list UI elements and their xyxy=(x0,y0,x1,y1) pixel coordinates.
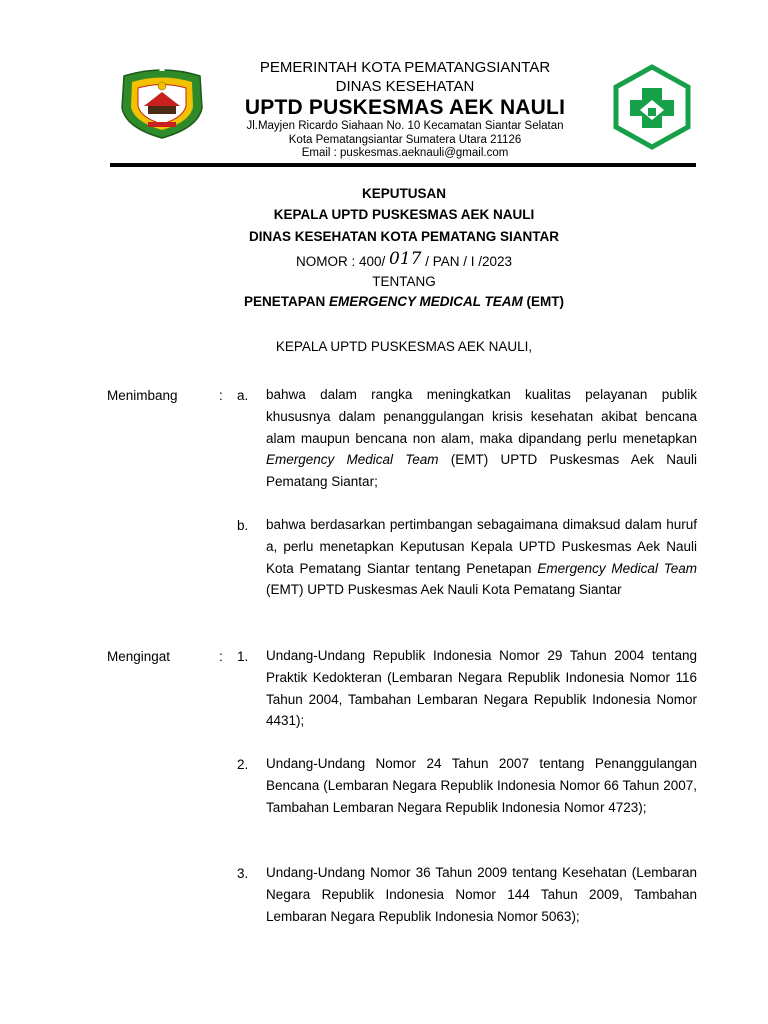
puskesmas-logo-icon xyxy=(612,64,692,150)
header-email: Email : puskesmas.aeknauli@gmail.com xyxy=(301,147,509,159)
menimbang-marker-b: b. xyxy=(237,518,249,533)
decree-number-prefix: NOMOR : 400/ xyxy=(295,254,390,269)
header-department: DINAS KESEHATAN xyxy=(335,78,475,95)
menimbang-colon: : xyxy=(219,388,223,403)
menimbang-marker-a: a. xyxy=(237,388,249,403)
mengingat-item-3: Undang-Undang Nomor 36 Tahun 2009 tentang Kesehatan (Lembaran Negara Republik Indonesia Nomor 144 Tahun 2009, Tambahan Lembaran Negara Republik Indonesia Nomor 5063); xyxy=(266,865,697,924)
menimbang-a-tail: (EMT) UPTD Puskesmas Aek Nauli Pematang Siantar; xyxy=(266,452,697,490)
menimbang-b-text: bahwa berdasarkan pertimbangan sebagaimana dimaksud dalam huruf a, perlu menetapkan Keputusan Kepala UPTD Puskesmas Aek Nauli Kota Pematang Siantar tentang Penetapan xyxy=(266,517,697,576)
decree-title: KEPUTUSAN xyxy=(361,186,446,201)
menimbang-a-text: bahwa dalam rangka meningkatkan kualitas pelayanan publik khususnya dalam penanggulangan krisis kesehatan akibat bencana alam maupun bencana non alam, maka dipandang perlu menetapkan xyxy=(266,387,697,446)
mengingat-marker-1: 1. xyxy=(237,649,249,664)
decree-issuer: KEPALA UPTD PUSKESMAS AEK NAULI xyxy=(273,207,535,222)
decree-number-suffix: / PAN / I /2023 xyxy=(421,254,513,269)
mengingat-item-2: Undang-Undang Nomor 24 Tahun 2007 tentang Penanggulangan Bencana (Lembaran Negara Republik Indonesia Nomor 66 Tahun 2007, Tambahan Lembaran Negara Republik Indonesia Nomor 4723); xyxy=(266,756,697,815)
menimbang-b-italic: Emergency Medical Team xyxy=(537,560,697,576)
header-government: PEMERINTAH KOTA PEMATANGSIANTAR xyxy=(259,59,551,76)
header-divider xyxy=(110,163,696,167)
pematangsiantar-city-crest-icon xyxy=(118,62,206,140)
decree-subject-italic: EMERGENCY MEDICAL TEAM xyxy=(328,294,523,309)
menimbang-item-a xyxy=(266,384,697,493)
mengingat-label: Mengingat xyxy=(107,649,171,664)
decree-subject-prefix: PENETAPAN xyxy=(243,294,329,309)
menimbang-item-b xyxy=(266,514,697,601)
decree-subject xyxy=(100,295,708,309)
decree-number xyxy=(100,249,708,270)
decree-tentang: TENTANG xyxy=(372,274,436,289)
mengingat-marker-2: 2. xyxy=(237,757,249,772)
mengingat-item-1: Undang-Undang Republik Indonesia Nomor 29 Tahun 2004 tentang Praktik Kedokteran (Lembaran Negara Republik Indonesia Nomor 116 Tahun 2004, Tambahan Lembaran Negara Republik Indonesia Nomor 4431); xyxy=(266,648,697,729)
decree-number-handwritten: 017 xyxy=(389,249,422,269)
decree-head-of: KEPALA UPTD PUSKESMAS AEK NAULI, xyxy=(275,339,533,354)
header-address-line1: Jl.Mayjen Ricardo Siahaan No. 10 Kecamatan Siantar Selatan xyxy=(246,120,564,132)
header-institution: UPTD PUSKESMAS AEK NAULI xyxy=(244,96,566,119)
menimbang-b-tail: (EMT) UPTD Puskesmas Aek Nauli Kota Pematang Siantar xyxy=(266,582,622,598)
mengingat-marker-3: 3. xyxy=(237,866,249,881)
decree-subject-suffix: (EMT) xyxy=(522,294,565,309)
menimbang-label: Menimbang xyxy=(107,388,178,403)
menimbang-a-italic: Emergency Medical Team xyxy=(266,452,439,468)
mengingat-colon: : xyxy=(219,649,223,664)
decree-department: DINAS KESEHATAN KOTA PEMATANG SIANTAR xyxy=(249,229,559,244)
header-address-line2: Kota Pematangsiantar Sumatera Utara 21126 xyxy=(288,134,522,146)
